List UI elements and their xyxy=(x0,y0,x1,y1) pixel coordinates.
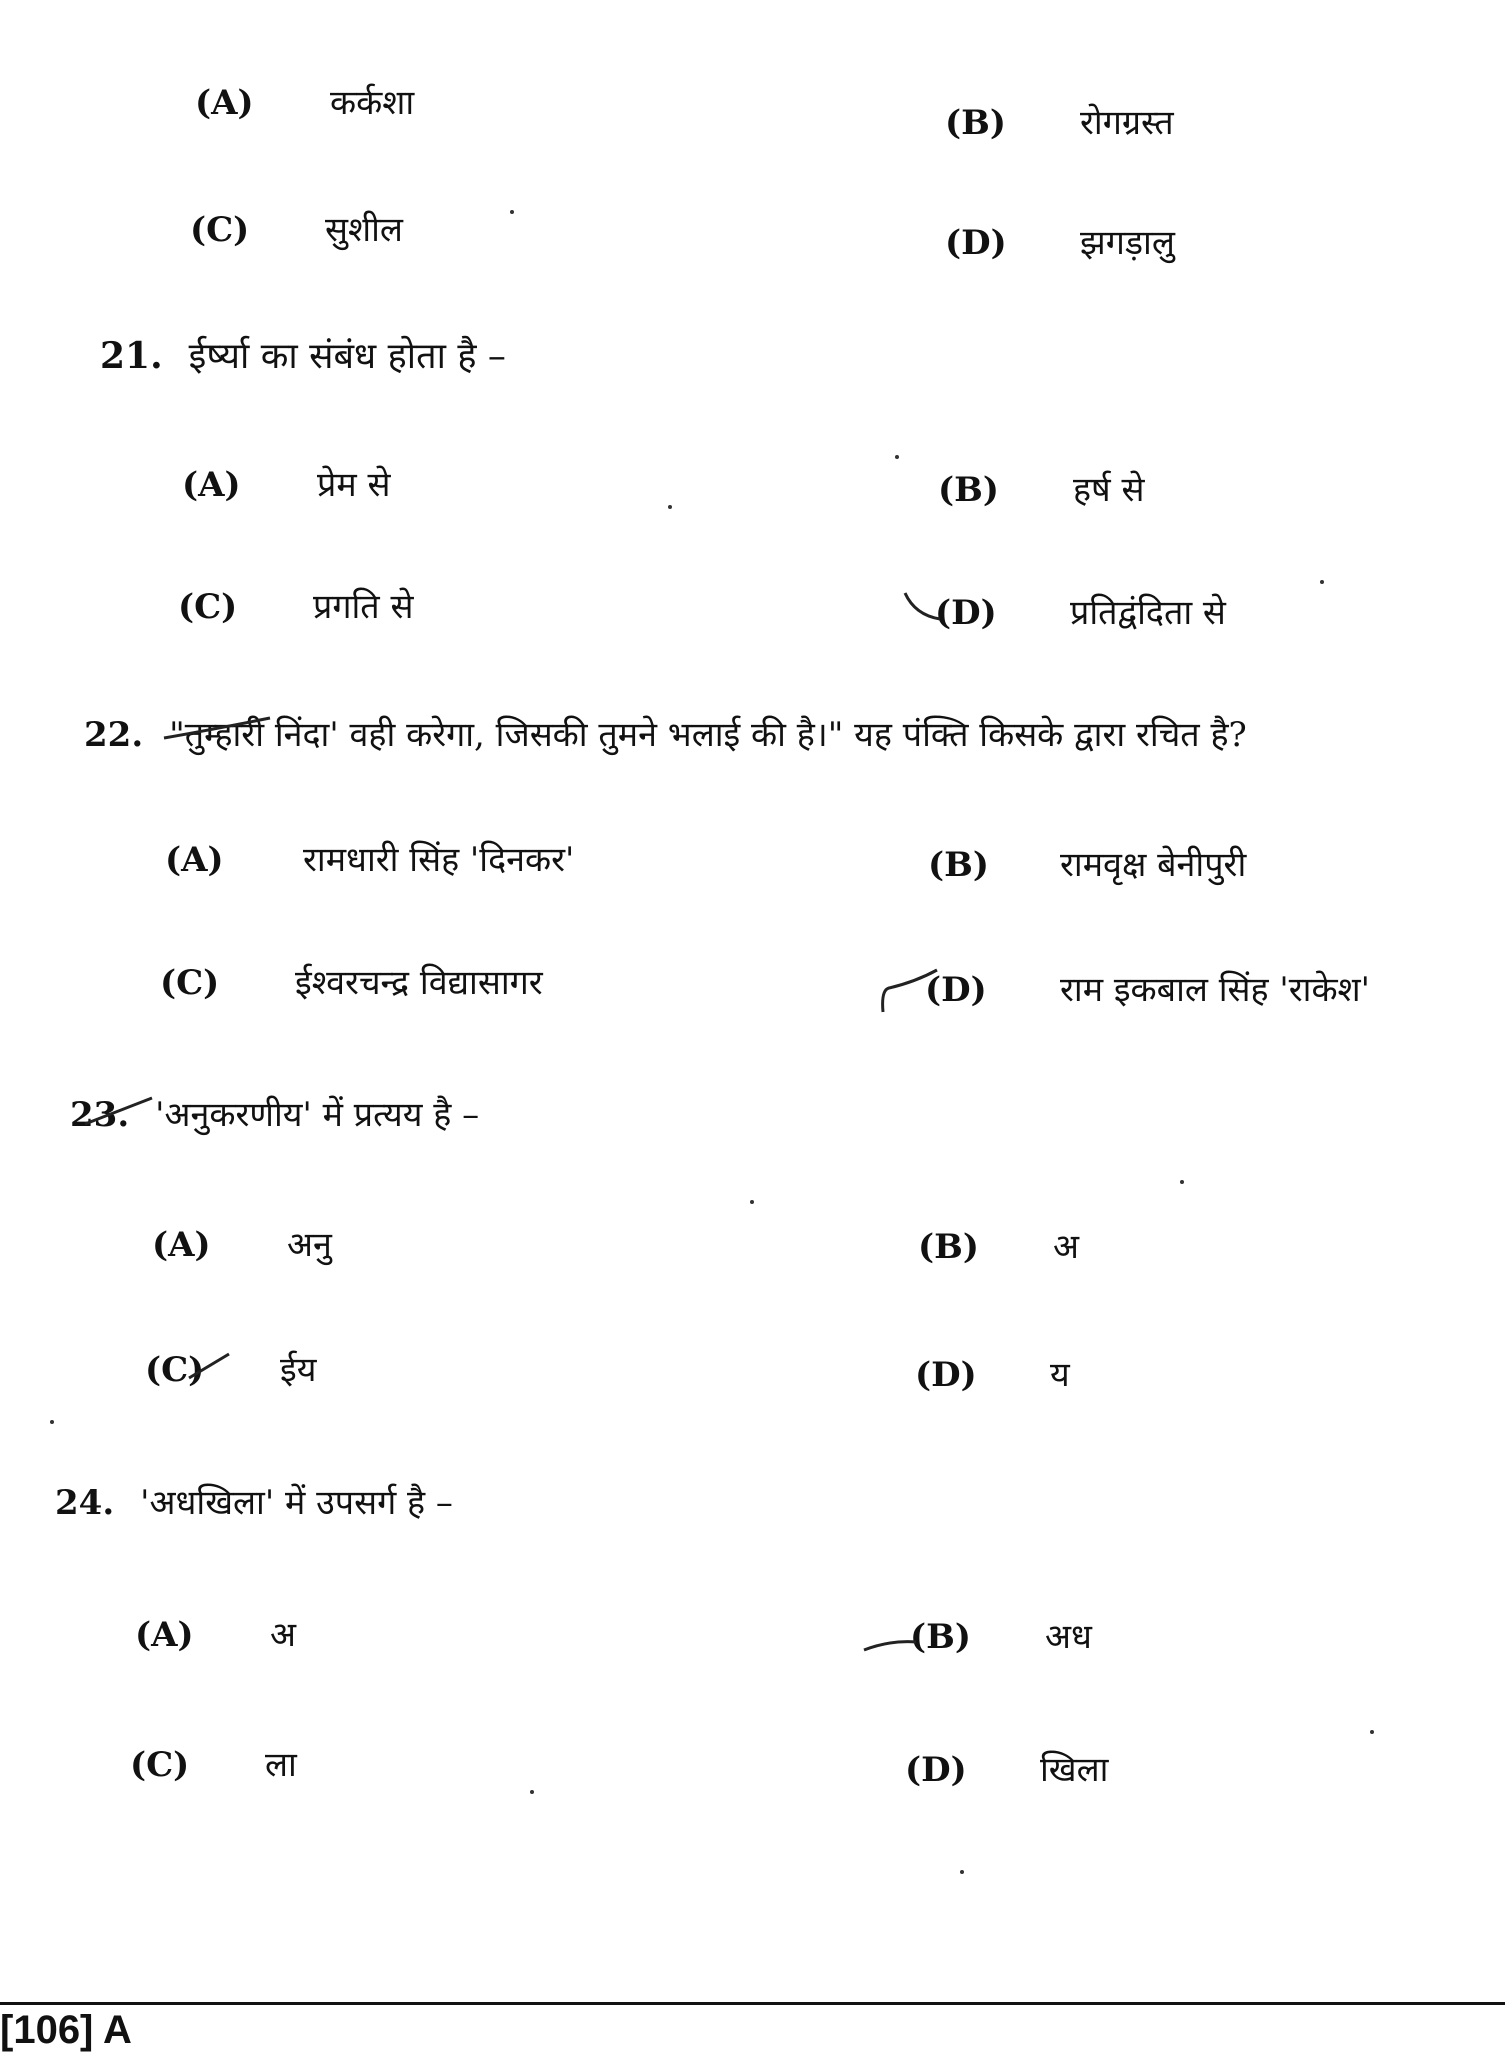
q24-stem xyxy=(55,1478,453,1524)
option-text: अनु xyxy=(287,1225,332,1265)
paper-code: [106] A xyxy=(0,2008,132,2052)
question-text: 'अनुकरणीय' में प्रत्यय है – xyxy=(155,1095,480,1135)
q20-option-b xyxy=(945,98,1174,144)
pen-mark-icon xyxy=(900,585,950,625)
q22-option-a xyxy=(165,835,574,881)
option-label: (A) xyxy=(152,1225,211,1265)
option-text: ईश्वरचन्द्र विद्यासागर xyxy=(295,963,543,1003)
option-text: ईय xyxy=(280,1350,317,1390)
scan-speck xyxy=(1180,1180,1184,1184)
option-text: अध xyxy=(1045,1617,1092,1657)
scan-speck xyxy=(510,210,514,214)
q23-option-d xyxy=(915,1350,1070,1396)
q22-option-d xyxy=(925,965,1370,1011)
option-text: अ xyxy=(270,1615,296,1655)
option-label: (C) xyxy=(160,963,220,1003)
option-label: (D) xyxy=(915,1355,977,1395)
option-label: (A) xyxy=(182,465,241,505)
scan-speck xyxy=(1320,580,1324,584)
option-text: प्रगति से xyxy=(313,587,414,627)
q21-stem xyxy=(100,330,506,379)
q20-option-c xyxy=(190,205,403,251)
option-label: (B) xyxy=(945,103,1006,143)
scan-speck xyxy=(50,1420,54,1424)
option-text: हर्ष से xyxy=(1073,470,1145,510)
q21-option-c xyxy=(178,582,413,628)
q24-option-c xyxy=(130,1740,297,1786)
q22-option-c xyxy=(160,958,543,1004)
option-label: (D) xyxy=(905,1750,967,1790)
option-label: (D) xyxy=(925,970,987,1010)
scan-speck xyxy=(895,455,899,459)
question-number: 21. xyxy=(100,335,163,377)
pen-mark-icon xyxy=(185,1348,235,1388)
question-text: ईर्ष्या का संबंध होता है – xyxy=(188,336,506,377)
footer-divider xyxy=(0,2002,1505,2005)
option-text: य xyxy=(1050,1355,1070,1395)
question-number: 22. xyxy=(84,715,144,755)
option-text: झगड़ालु xyxy=(1080,223,1175,263)
scan-speck xyxy=(668,505,672,509)
q20-option-d xyxy=(945,218,1175,264)
q21-option-a xyxy=(182,460,390,506)
question-number: 24. xyxy=(55,1483,115,1523)
scan-speck xyxy=(960,1870,964,1874)
option-text: रोगग्रस्त xyxy=(1080,103,1174,143)
option-label: (B) xyxy=(938,470,999,510)
pen-mark-icon xyxy=(860,1628,920,1658)
q20-option-a xyxy=(195,78,414,124)
option-label: (C) xyxy=(130,1745,190,1785)
pen-mark-icon xyxy=(875,960,945,1020)
option-label: (D) xyxy=(935,593,997,633)
scan-speck xyxy=(1370,1730,1374,1734)
option-text: कर्कशा xyxy=(330,83,415,123)
option-text: प्रेम से xyxy=(317,465,391,505)
option-label: (B) xyxy=(928,845,989,885)
option-label: (A) xyxy=(195,83,254,123)
question-text: 'अधखिला' में उपसर्ग है – xyxy=(140,1483,453,1523)
option-text: ला xyxy=(265,1745,297,1785)
option-label: (C) xyxy=(190,210,250,250)
option-text: अ xyxy=(1053,1227,1079,1267)
option-label: (D) xyxy=(945,223,1007,263)
q22-option-b xyxy=(928,840,1246,886)
option-text: रामधारी सिंह 'दिनकर' xyxy=(303,840,575,880)
q23-option-b xyxy=(918,1222,1079,1268)
q24-option-a xyxy=(135,1610,296,1656)
q21-option-d xyxy=(935,588,1226,634)
option-label: (C) xyxy=(145,1350,205,1390)
option-text: राम इकबाल सिंह 'राकेश' xyxy=(1060,970,1371,1010)
question-text: "तुम्हारी निंदा' वही करेगा, जिसकी तुमने भलाई की है।" यह पंक्ति किसके द्वारा रचित है? xyxy=(169,715,1247,755)
scan-speck xyxy=(750,1200,754,1204)
q21-option-b xyxy=(938,465,1145,511)
option-label: (A) xyxy=(135,1615,194,1655)
pen-mark-icon xyxy=(80,1092,160,1132)
option-label: (B) xyxy=(918,1227,979,1267)
q24-option-b xyxy=(910,1612,1092,1658)
q24-option-d xyxy=(905,1745,1108,1791)
option-text: सुशील xyxy=(325,210,403,250)
option-label: (A) xyxy=(165,840,224,880)
q23-option-a xyxy=(152,1220,332,1266)
scan-speck xyxy=(530,1790,534,1794)
pen-mark-icon xyxy=(160,708,280,748)
option-text: प्रतिद्वंदिता से xyxy=(1070,593,1226,633)
option-label: (C) xyxy=(178,587,238,627)
option-text: रामवृक्ष बेनीपुरी xyxy=(1060,845,1247,885)
question-number: 23. xyxy=(70,1095,130,1135)
option-text: खिला xyxy=(1040,1750,1109,1790)
option-label: (B) xyxy=(910,1617,971,1657)
